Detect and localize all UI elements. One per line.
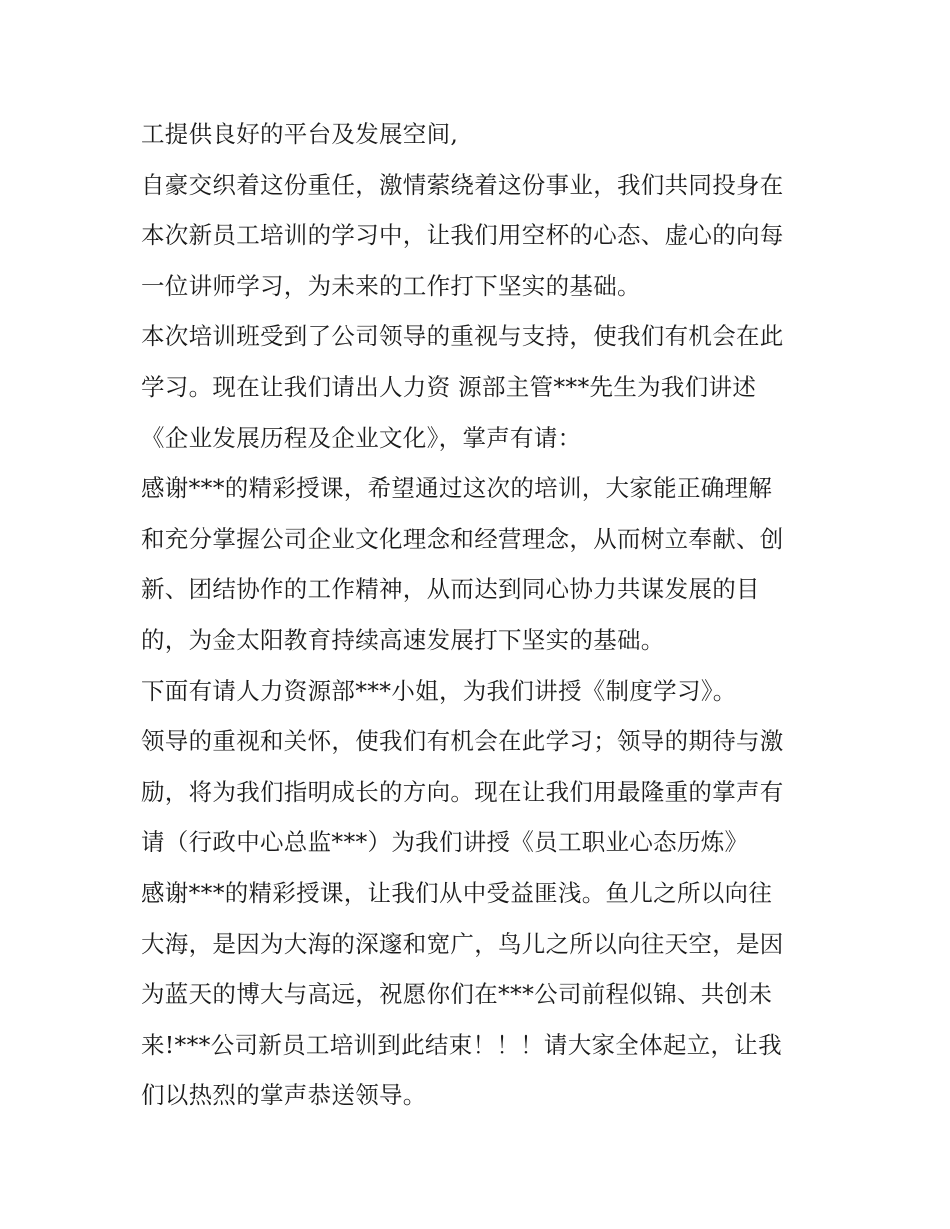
text-line: 本次新员工培训的学习中，让我们用空杯的心态、虚心的向每 [141,221,784,250]
text-line: 下面有请人力资源部***小姐，为我们讲授《制度学习》。 [141,676,737,705]
text-line: 工提供良好的平台及发展空间, [141,120,459,148]
text-line: 《企业发展历程及企业文化》，掌声有请： [141,423,582,452]
text-line: 新、团结协作的工作精神，从而达到同心协力共谋发展的目 [141,575,760,604]
text-line: 为蓝天的博大与高远，祝愿你们在***公司前程似锦、共创未 [141,980,773,1009]
text-line: 一位讲师学习，为未来的工作打下坚实的基础。 [141,271,641,300]
text-line: 来!***公司新员工培训到此结束！！！请大家全体起立，让我 [141,1030,782,1059]
text-line: 和充分掌握公司企业文化理念和经营理念，从而树立奉献、创 [141,524,784,553]
text-line: 励，将为我们指明成长的方向。现在让我们用最隆重的掌声有 [141,777,784,806]
document-body [141,109,821,1121]
text-line: 感谢***的精彩授课，希望通过这次的培训，大家能正确理解 [141,474,773,503]
text-line: 学习。现在让我们请出人力资 源部主管***先生为我们讲述 [141,372,757,401]
text-line: 自豪交织着这份重任，激情萦绕着这份事业，我们共同投身在 [141,170,784,199]
text-line: 感谢***的精彩授课，让我们从中受益匪浅。鱼儿之所以向往 [141,878,773,907]
text-line: 的，为金太阳教育持续高速发展打下坚实的基础。 [141,625,665,654]
text-line: 请（行政中心总监***）为我们讲授《员工职业心态历炼》 [141,828,749,857]
text-line: 本次培训班受到了公司领导的重视与支持，使我们有机会在此 [141,322,784,351]
text-line: 们以热烈的掌声恭送领导。 [141,1081,427,1110]
text-line: 大海，是因为大海的深邃和宽广，鸟儿之所以向往天空，是因 [141,929,784,958]
text-line: 领导的重视和关怀，使我们有机会在此学习；领导的期待与激 [141,727,784,756]
